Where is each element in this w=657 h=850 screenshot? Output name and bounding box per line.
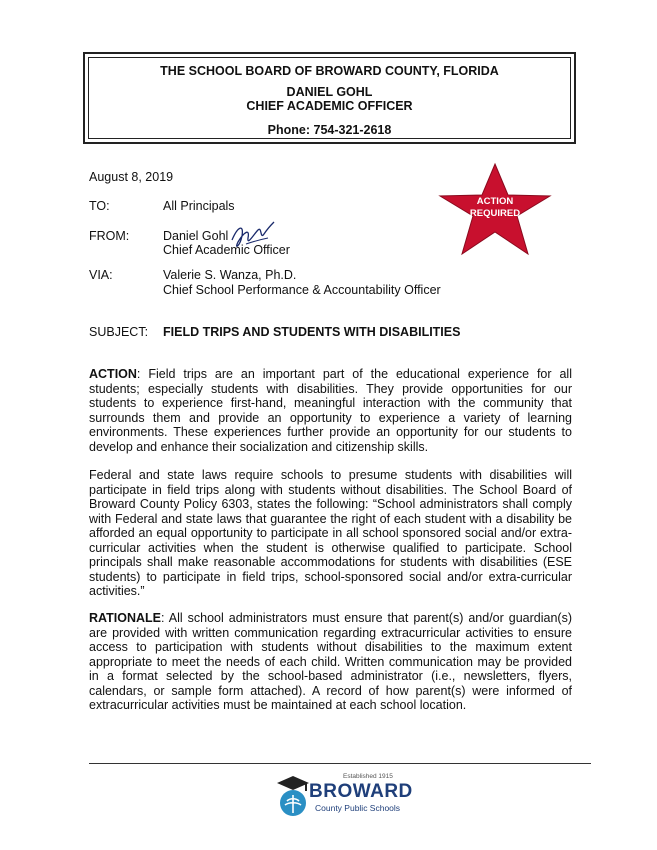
logo-established: Established 1915 (343, 773, 393, 780)
via-name: Valerie S. Wanza, Ph.D. (163, 268, 297, 282)
action-text: : Field trips are an important part of the educational experience for all students; especially students with disabilities. They provide opportunities for our students to experience first-hand, meaningful interaction with the community that surrounds them and provide an opportunity to experience a variety of learning environments. These experiences further provide an opportunity for our students to develop and enhance their socialization and citizenship skills. (89, 367, 572, 454)
letterhead-organization: THE SCHOOL BOARD OF BROWARD COUNTY, FLORIDA (160, 64, 499, 78)
paragraph-policy: Federal and state laws require schools to presume students with disabilities will participate in field trips along with students without disabilities. The School Board of Broward County Policy 6303, states the following: “School administrators shall comply with Federal and state laws that guarantee the right of each student with a disability be afforded an equal opportunity to participate in all school sponsored social and/or extra-curricular activities when the student is otherwise qualified to participate. School principals shall make reasonable accommodations for students with disabilities (ESE students) to participate in field trips, school-sponsored social and/or extra-curricular activities.” (89, 468, 572, 598)
subject-label: SUBJECT: (89, 325, 149, 339)
from-title: Chief Academic Officer (163, 243, 290, 257)
rationale-lead: RATIONALE (89, 611, 161, 625)
to-value: All Principals (163, 199, 235, 213)
action-required-badge (436, 160, 554, 258)
letterhead-name: DANIEL GOHL (286, 85, 373, 99)
broward-logo (273, 773, 413, 823)
badge-line-2: REQUIRED (469, 208, 521, 219)
paragraph-rationale (89, 611, 572, 713)
via-title: Chief School Performance & Accountability Officer (163, 283, 441, 297)
paragraph-action (89, 367, 572, 454)
footer-divider (89, 763, 591, 764)
logo-subtitle: County Public Schools (315, 803, 401, 813)
logo-name: BROWARD (309, 781, 413, 802)
badge-line-1: ACTION (476, 196, 514, 207)
to-label: TO: (89, 199, 110, 213)
rationale-text: : All school administrators must ensure that parent(s) and/or guardian(s) are provided with written communication regarding extracurricular activities to ensure access to participation with students without disabilities to the maximum extent appropriate to meet the needs of each child. Written communication may be provided in a format selected by the school-based administrator (i.e., newsletters, flyers, calendars, or sample form attached). A record of how parent(s) were informed of extracurricular activities must be maintained at each school location. (89, 611, 572, 712)
signature-image (228, 220, 278, 256)
letterhead-phone: Phone: 754-321-2618 (267, 123, 392, 137)
action-lead: ACTION (89, 367, 137, 381)
letterhead-title: CHIEF ACADEMIC OFFICER (246, 99, 413, 113)
letterhead-box (83, 52, 576, 144)
from-name: Daniel Gohl (163, 229, 229, 243)
via-label: VIA: (89, 268, 113, 282)
graduation-cap-icon (273, 773, 313, 821)
memo-date: August 8, 2019 (89, 170, 174, 184)
subject-value: FIELD TRIPS AND STUDENTS WITH DISABILITIES (163, 325, 461, 339)
from-label: FROM: (89, 229, 130, 243)
